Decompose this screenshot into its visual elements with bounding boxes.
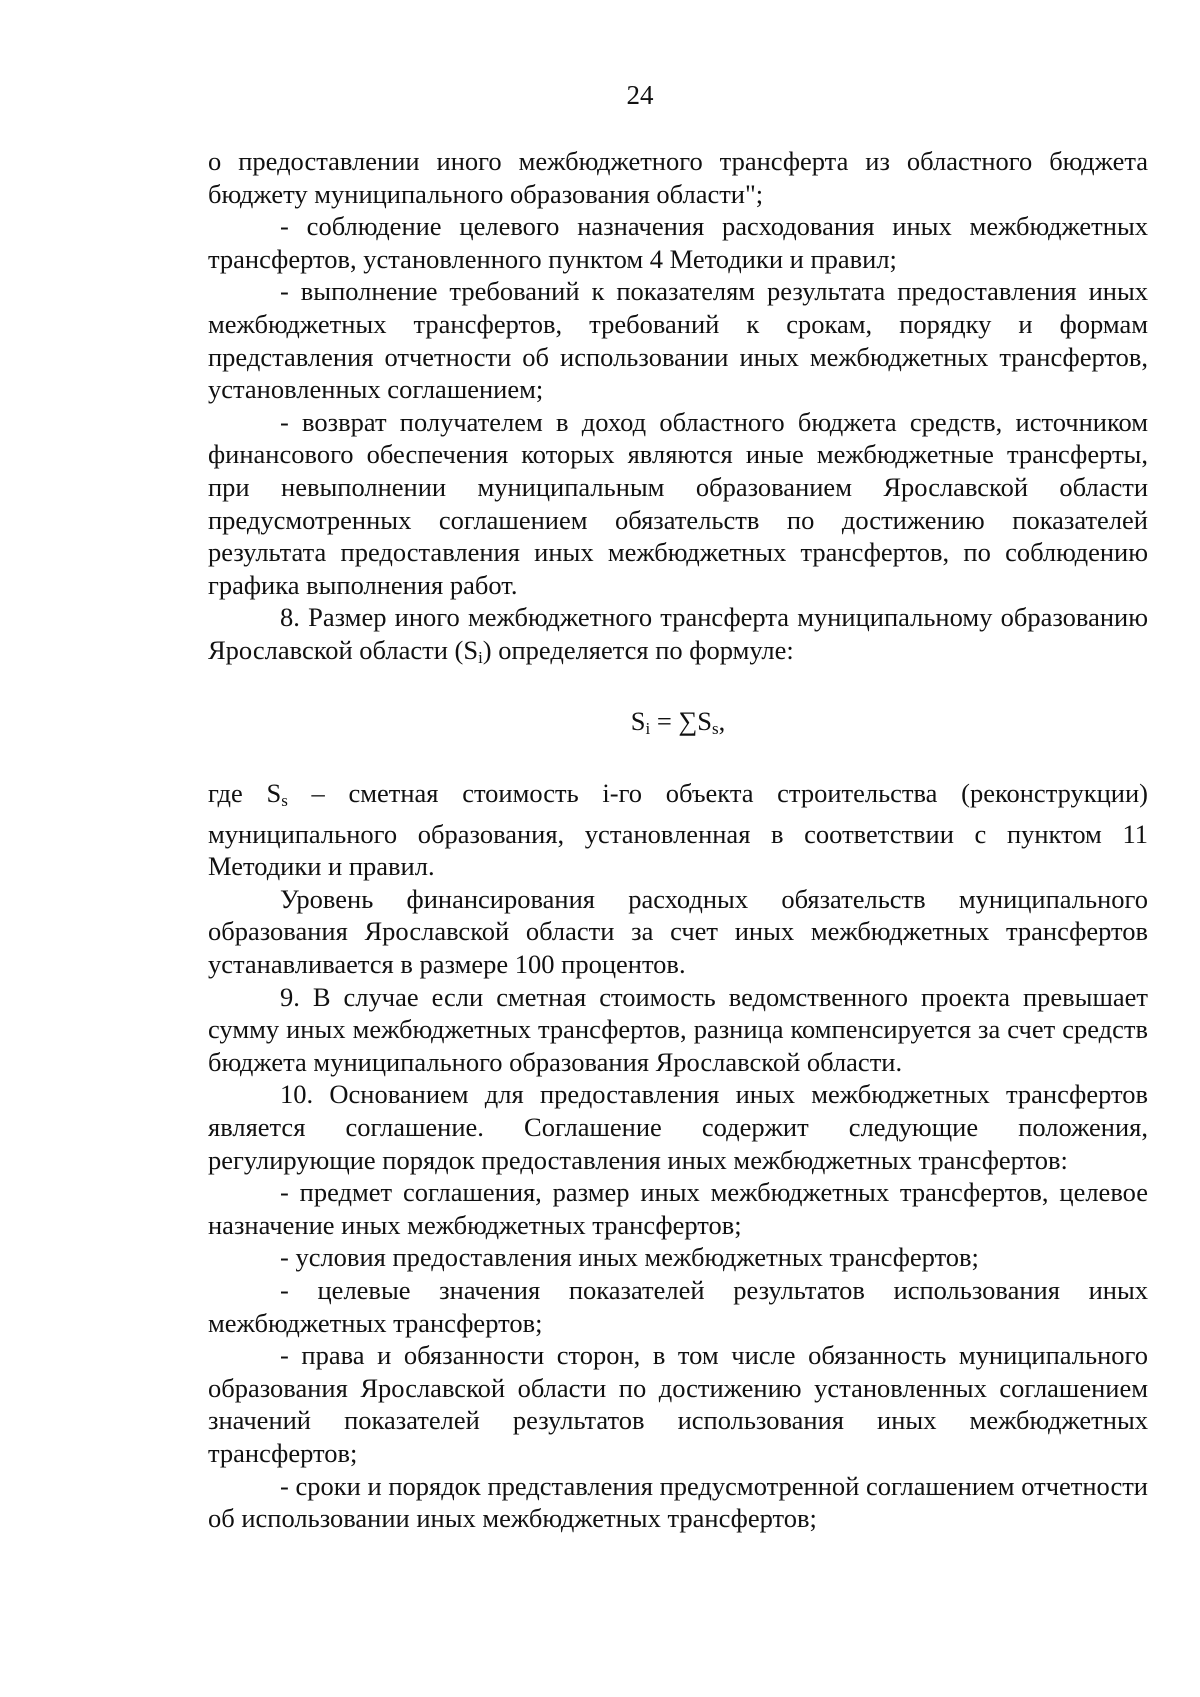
text-segment: 8. Размер иного межбюджетного трансферта муниципальному образованию Ярославской области (S (208, 602, 1148, 665)
list-item: - права и обязанности сторон, в том числе обязанность муниципального образования Ярославской области по достижению установленных соглашением значений показателей результатов использования иных межбюджетных трансфертов; (208, 1340, 1148, 1468)
list-item: - возврат получателем в доход областного бюджета средств, источником финансового обеспечения которых являются иные межбюджетные трансферты, при невыполнении муниципальным образованием Ярославской области предусмотренных соглашением обязательств по достижению показателей результата предоставления иных межбюджетных трансфертов, по соблюдению графика выполнения работ. (208, 406, 1148, 600)
paragraph: о предоставлении иного межбюджетного трансферта из областного бюджета бюджету муниципального образования области"; (208, 146, 1148, 209)
list-item: - целевые значения показателей результатов использования иных межбюджетных трансфертов; (208, 1275, 1148, 1338)
subscript: s (281, 791, 288, 811)
subscript: i (478, 647, 483, 667)
paragraph-clause-8 (208, 601, 1148, 674)
formula-subscript: i (645, 718, 651, 738)
formula-subscript: s (712, 718, 719, 738)
text-segment: – сметная стоимость i-го объекта строительства (реконструкции) муниципального образования, установленная в соответствии с пунктом 11 Методики и правил. (208, 778, 1148, 882)
formula-middle: = ∑S (650, 705, 713, 736)
paragraph-clause-9: 9. В случае если сметная стоимость ведомственного проекта превышает сумму иных межбюджетных трансфертов, разница компенсируется за счет средств бюджета муниципального образования Ярославской области. (208, 981, 1148, 1077)
formula (208, 705, 1148, 746)
paragraph: Уровень финансирования расходных обязательств муниципального образования Ярославской области за счет иных межбюджетных трансфертов устанавливается в размере 100 процентов. (208, 883, 1148, 980)
list-item: - выполнение требований к показателям результата предоставления иных межбюджетных трансфертов, требований к срокам, порядку и формам представления отчетности об использовании иных межбюджетных трансфертов, установленных соглашением; (208, 276, 1148, 405)
paragraph-clause-10: 10. Основанием для предоставления иных межбюджетных трансфертов является соглашение. Соглашение содержит следующие положения, регулирующие порядок предоставления иных межбюджетных трансфертов: (208, 1079, 1148, 1175)
document-body (208, 145, 1148, 1535)
paragraph-definition (208, 777, 1148, 883)
formula-lhs: S (630, 705, 646, 736)
list-item: - сроки и порядок представления предусмотренной соглашением отчетности об использовании иных межбюджетных трансфертов; (208, 1470, 1148, 1534)
list-item: - соблюдение целевого назначения расходования иных межбюджетных трансфертов, установленного пунктом 4 Методики и правил; (208, 211, 1148, 274)
formula-end: , (718, 705, 726, 736)
text-segment: ) определяется по формуле: (482, 634, 794, 665)
list-item: - условия предоставления иных межбюджетных трансфертов; (280, 1242, 979, 1273)
page-number: 24 (626, 80, 654, 110)
list-item: - предмет соглашения, размер иных межбюджетных трансфертов, целевое назначение иных межбюджетных трансфертов; (208, 1177, 1148, 1240)
text-segment: где S (208, 778, 282, 809)
